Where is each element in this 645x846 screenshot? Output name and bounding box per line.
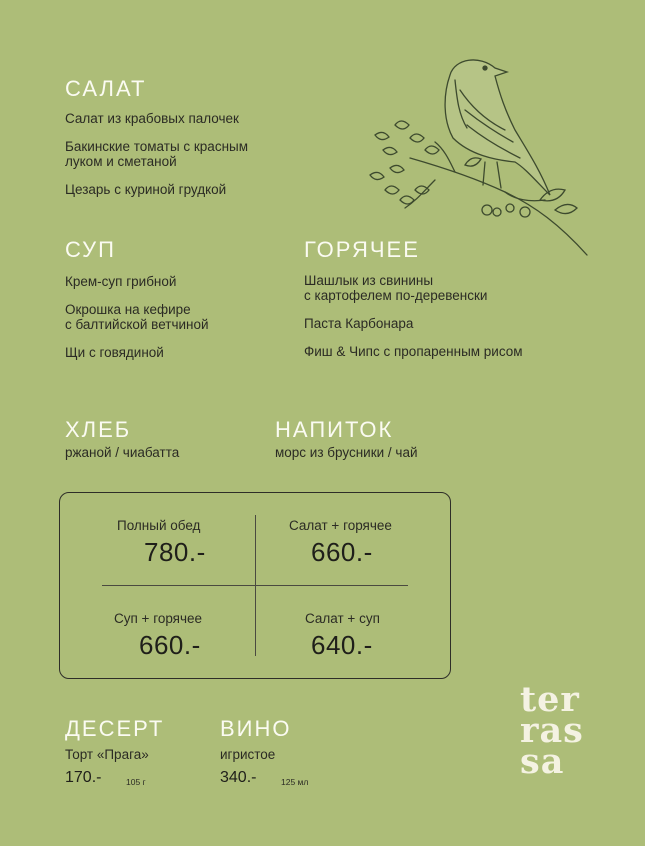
combo-salad-hot-price: 660.- (311, 537, 373, 567)
combo-full-lunch-label: Полный обед (117, 518, 201, 533)
soup-item-okroshka-line2: с балтийской ветчиной (65, 317, 209, 332)
combo-divider-horizontal (102, 585, 408, 586)
hot-heading: ГОРЯЧЕЕ (304, 237, 420, 262)
soup-item-mushroom: Крем-суп грибной (65, 274, 177, 289)
hot-item-carbonara: Паста Карбонара (304, 316, 414, 331)
combo-salad-hot-label: Салат + горячее (289, 518, 392, 533)
hot-item-shashlik-line2: с картофелем по-деревенски (304, 288, 488, 303)
salad-item-caesar: Цезарь с куриной грудкой (65, 182, 227, 197)
wine-volume: 125 мл (281, 777, 309, 787)
logo-line-3: sa (520, 741, 565, 782)
bread-options: ржаной / чиабатта (65, 445, 180, 460)
terrassa-logo (520, 679, 584, 782)
soup-item-okroshka-line1: Окрошка на кефире (65, 302, 191, 317)
hot-item-shashlik-line1: Шашлык из свинины (304, 273, 434, 288)
combo-soup-hot-label: Суп + горячее (114, 611, 203, 626)
salad-item-baku-tomatoes-line2: луком и сметаной (65, 154, 177, 169)
dessert-name: Торт «Прага» (65, 747, 149, 762)
bird-on-branch-illustration (355, 50, 595, 260)
wine-heading: ВИНО (220, 716, 292, 741)
salad-item-baku-tomatoes-line1: Бакинские томаты с красным (65, 139, 249, 154)
soup-item-shchi: Щи с говядиной (65, 345, 164, 360)
wine-name: игристое (220, 747, 276, 762)
soup-heading: СУП (65, 237, 116, 262)
dessert-price: 170.- (65, 769, 102, 786)
salad-item-crab: Салат из крабовых палочек (65, 111, 239, 126)
drink-options: морс из брусники / чай (275, 445, 418, 460)
dessert-heading: ДЕСЕРТ (65, 716, 165, 741)
logo-line-2: ras (520, 710, 584, 751)
combo-soup-hot-price: 660.- (139, 630, 201, 660)
combo-salad-soup-price: 640.- (311, 630, 373, 660)
combo-full-lunch-price: 780.- (144, 537, 206, 567)
drink-heading: НАПИТОК (275, 417, 394, 442)
wine-price: 340.- (220, 769, 257, 786)
bread-heading: ХЛЕБ (65, 417, 132, 442)
hot-item-fish-chips: Фиш & Чипс с пропаренным рисом (304, 344, 523, 359)
combo-price-box (59, 492, 451, 679)
dessert-weight: 105 г (126, 777, 146, 787)
salad-heading: САЛАТ (65, 76, 147, 101)
logo-line-1: ter (520, 679, 580, 720)
combo-salad-soup-label: Салат + суп (305, 611, 380, 626)
